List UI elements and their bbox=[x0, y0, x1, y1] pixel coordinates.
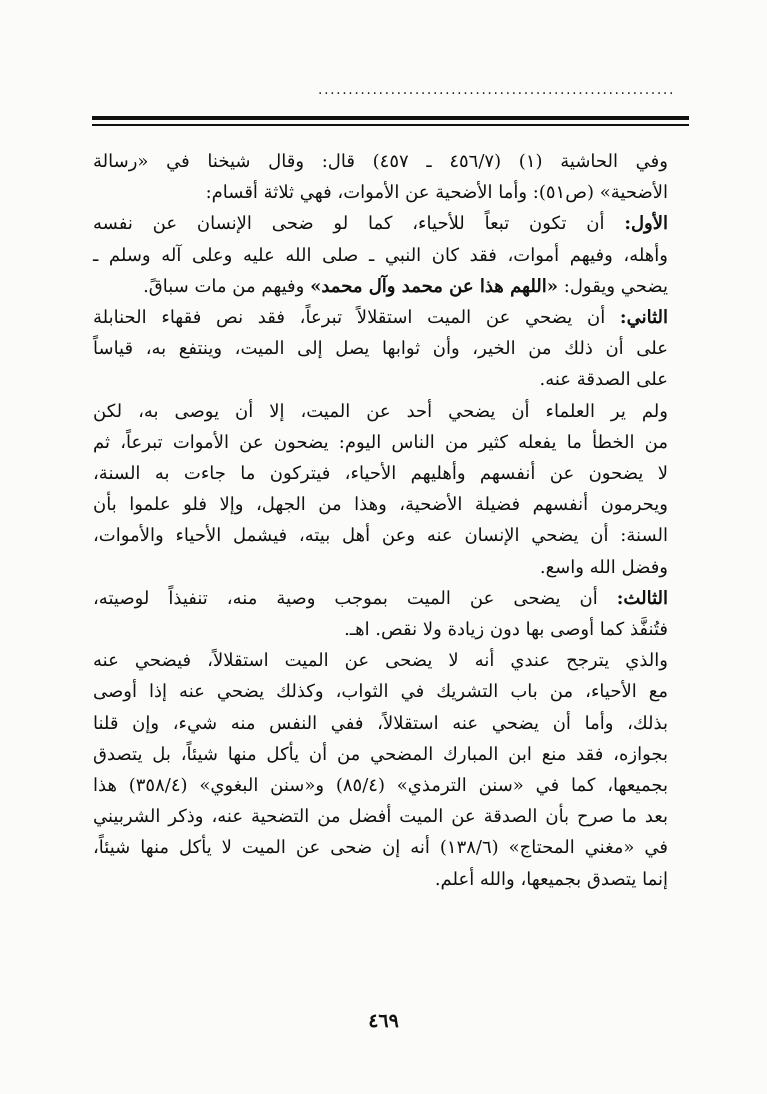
text-line: من الخطأ ما يفعله كثير من الناس اليوم: يضحون عن الأموات تبرعاً، ثم bbox=[93, 431, 668, 453]
text-line: على الصدقة عنه. bbox=[539, 369, 668, 391]
paragraph-first-type bbox=[93, 208, 690, 302]
text-line bbox=[93, 271, 690, 302]
text-line: على أن ذلك من الخير، وأن ثوابها يصل إلى الميت، وينتفع به، قياساً bbox=[93, 338, 668, 360]
text-fragment: أن يضحي عن الميت استقلالاً تبرعاً، فقد نص فقهاء الحنابلة bbox=[93, 307, 606, 329]
text-line: ولم ير العلماء أن يضحي أحد عن الميت، إلا أن يوصى به، لكن bbox=[93, 400, 668, 422]
text-fragment: وفيهم من مات سباقً. bbox=[143, 275, 305, 297]
text-line: بذلك، وأما أن يضحي عنه استقلالاً، ففي النفس منه شيء، وإن قلنا bbox=[93, 712, 668, 734]
text-line bbox=[93, 302, 690, 333]
text-line: الأضحية» (ص٥١): وأما الأضحية عن الأموات، فهي ثلاثة أقسام: bbox=[205, 182, 668, 204]
text-line: إنما يتصدق بجميعها، والله أعلم. bbox=[434, 868, 668, 890]
paragraph-conclusion bbox=[93, 645, 690, 895]
text-line: وفي الحاشية (١) (٤٥٦/٧ ـ ٤٥٧) قال: وقال شيخنا في «رسالة bbox=[93, 151, 668, 172]
text-line: فتُنفَّذ كما أوصى بها دون زيادة ولا نقص. اهـ. bbox=[344, 619, 668, 641]
label-third: الثالث: bbox=[616, 587, 668, 609]
header-rule-thick bbox=[92, 116, 689, 120]
label-second: الثاني: bbox=[619, 307, 668, 329]
paragraph-scholars bbox=[93, 396, 690, 583]
paragraph-intro bbox=[93, 146, 690, 208]
text-line: السنة: أن يضحي الإنسان عنه وعن أهل بيته، فيشمل الأحياء والأموات، bbox=[93, 525, 668, 547]
text-line bbox=[93, 208, 690, 239]
paragraph-second-type bbox=[93, 302, 690, 396]
text-line: بجميعها، كما في «سنن الترمذي» (٨٥/٤) و«سنن البغوي» (٣٥٨/٤) هذا bbox=[93, 775, 668, 797]
text-line: وفضل الله واسع. bbox=[539, 556, 668, 578]
text-line: بعد ما صرح بأن الصدقة عن الميت أفضل من التضحية عنه، وذكر الشربيني bbox=[93, 806, 668, 828]
text-line: بجوازه، فقد منع ابن المبارك المضحي من أن يأكل منها شيئاً، بل يتصدق bbox=[93, 743, 668, 765]
text-fragment: أن تكون تبعاً للأحياء، كما لو ضحى الإنسان عن نفسه bbox=[93, 213, 605, 235]
text-line: لا يضحون عن أنفسهم وأهليهم الأحياء، فيتركون ما جاءت به السنة، bbox=[93, 463, 668, 485]
text-line: ويحرمون أنفسهم فضيلة الأضحية، وهذا من الجهل، وإلا فلو علموا بأن bbox=[93, 494, 668, 516]
header-dotted-line: ........................................................... bbox=[318, 82, 675, 98]
header-rule-thin bbox=[92, 124, 689, 126]
text-fragment: يضحي ويقول: bbox=[563, 275, 668, 297]
text-line: في «مغني المحتاج» (١٣٨/٦) أنه إن ضحى عن الميت لا يأكل منها شيئاً، bbox=[93, 837, 668, 859]
hadith-quote: «اللهم هذا عن محمد وآل محمد» bbox=[310, 275, 559, 297]
text-line: مع الأحياء، من باب التشريك في الثواب، وكذلك يضحي عنه إذا أوصى bbox=[93, 681, 668, 703]
page-number: ٤٦٩ bbox=[368, 1010, 399, 1032]
text-line bbox=[93, 583, 690, 614]
text-line: والذي يترجح عندي أنه لا يضحى عن الميت استقلالاً، فيضحي عنه bbox=[93, 650, 668, 672]
paragraph-third-type bbox=[93, 583, 690, 645]
page-body bbox=[93, 146, 690, 895]
text-fragment: أن يضحى عن الميت بموجب وصية منه، تنفيذاً لوصيته، bbox=[93, 587, 598, 609]
text-line: وأهله، وفيهم أموات، فقد كان النبي ـ صلى الله عليه وعلى آله وسلم ـ bbox=[93, 244, 668, 266]
label-first: الأول: bbox=[624, 213, 668, 235]
